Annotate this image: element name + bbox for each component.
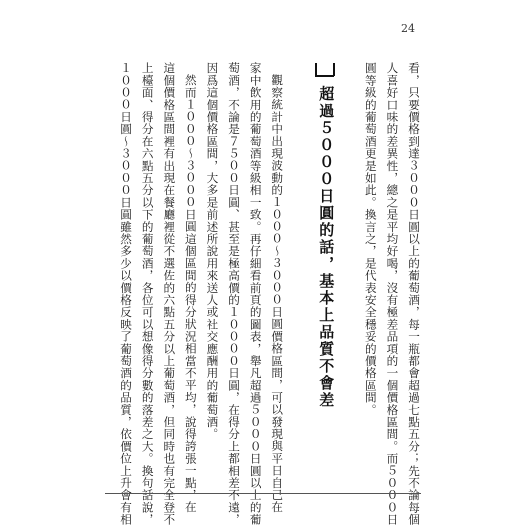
section-heading [300, 62, 348, 448]
text-column: 上檯面、得分在六點五分以下的葡萄酒，各位可以想像得分數的落差之大。換句話說， [140, 62, 155, 526]
paragraph-gap [352, 62, 359, 448]
text-column: 然而１０００～３０００日圓這個區間的得分狀況相當不平均，說得誇張一點，在 [183, 73, 198, 513]
page-number: 24 [401, 22, 415, 35]
text-column: 圓等級的葡萄酒更是如此。換言之，是代表安全穩妥的價格區間。 [363, 62, 378, 416]
text-column: 因爲這個價格區間，大多是前述所說用來送人或社交應酬用的葡萄酒。 [205, 62, 220, 441]
text-column: 看，只要價格到達３０００日圓以上的葡萄酒，每一瓶都會超過七點五分；先不論每個 [407, 62, 421, 526]
text-column: 這個價格區間裡有出現在餐廳裡從不選佐的六點五分以上葡萄酒，但同時也有完全登不 [162, 62, 177, 526]
text-column: 人喜好口味的差異性，總之是平均好喝，沒有極差品項的一個價格區間。而５０００日 [385, 62, 400, 526]
section-title: 超過５０００日圓的話，基本上品質不會差 [317, 86, 336, 409]
page-footer-rule [105, 493, 421, 494]
text-column: １０００日圓～３０００日圓雖然多少以價格反映了葡萄酒的品質，依價位上升會有相 [119, 62, 134, 526]
body-text [114, 62, 424, 526]
text-column: 家中飲用的葡萄酒等級相一致。再仔細看前頁的圖表，舉凡超過５０００日圓以上的葡 [248, 62, 263, 526]
paragraph-gap [287, 62, 294, 448]
text-column: 觀察統計中出現波動的１０００～３０００日圓價格區間，可以發現與平日自己在 [270, 73, 285, 513]
bracket-icon [314, 62, 336, 78]
text-column: 萄酒，不論是７５００日圓、甚至是極高價的１００００日圓，在得分上都相差不遠， [227, 62, 242, 526]
